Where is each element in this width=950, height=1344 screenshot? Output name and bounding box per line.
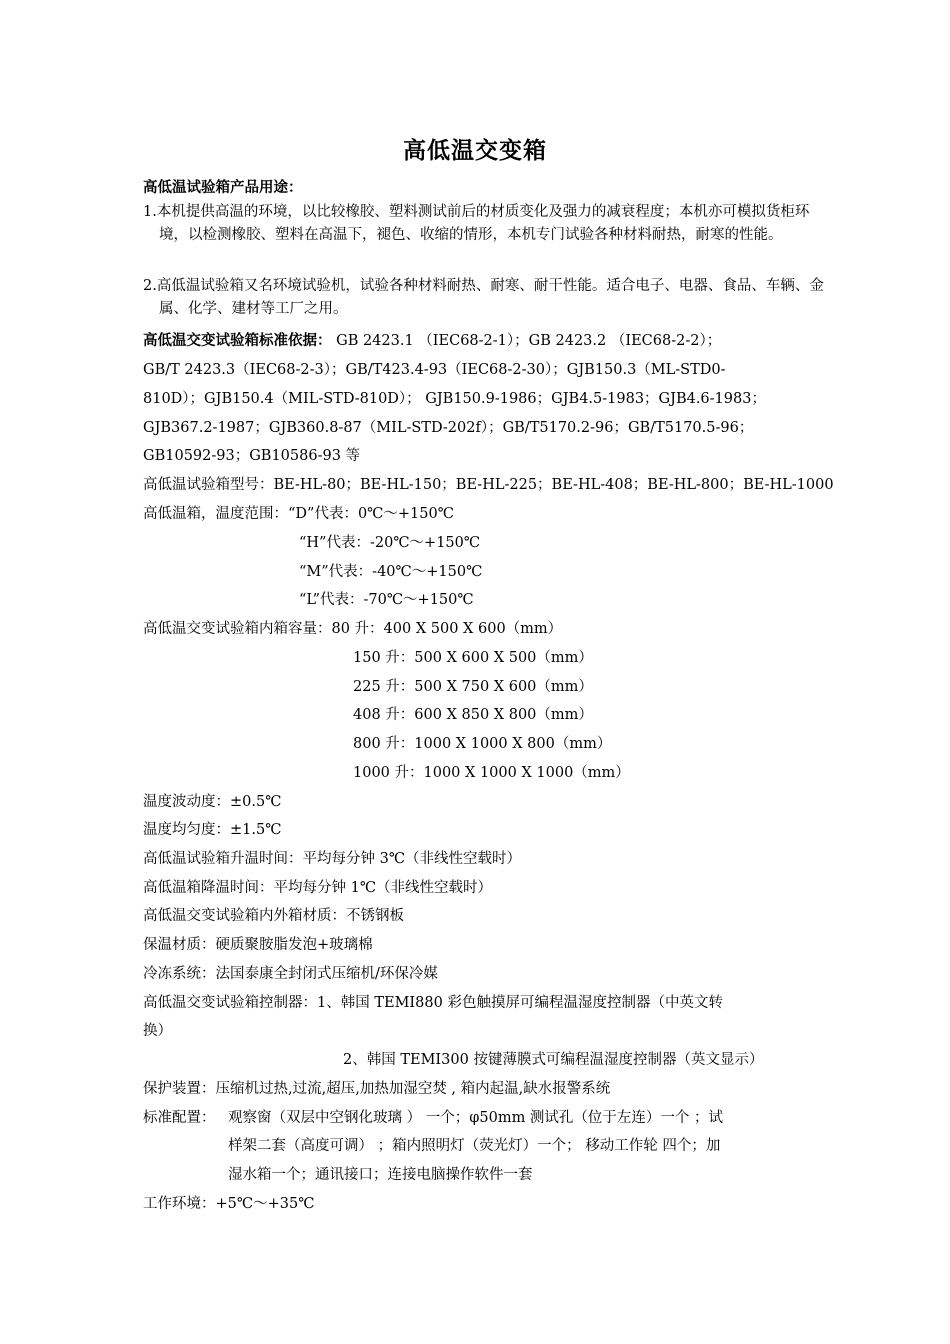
capacity-408: 408 升：600 X 850 X 800（mm） — [353, 707, 593, 723]
usage-item-1: 1.本机提供高温的环境，以比较橡胶、塑料测试前后的材质变化及强力的减衰程度；本机亦可模拟货柜环境，以检测橡胶、塑料在高温下，褪色、收缩的情形，本机专门试验各种材料耐热，耐寒的性能。 — [143, 204, 810, 243]
config-line-3: 湿水箱一个；通讯接口；连接电脑操作软件一套 — [228, 1167, 533, 1183]
capacity-label: 高低温交变试验箱内箱容量： — [143, 621, 332, 637]
temp-range-d: “D”代表：0℃～+150℃ — [288, 506, 454, 522]
spec-cooling: 高低温箱降温时间：平均每分钟 1℃（非线性空载时） — [143, 880, 493, 896]
standards-line-3: 810D）；GJB150.4（MIL-STD-810D）； GJB150.9-1986；GJB4.5-1983；GJB4.6-1983； — [143, 391, 766, 407]
spec-controller-1: 高低温交变试验箱控制器：1、韩国 TEMI880 彩色触摸屏可编程温湿度控制器（中英文转 — [143, 995, 723, 1011]
standards-line-4: GJB367.2-1987；GJB360.8-87（MIL-STD-202f）；GB/T5170.2-96；GB/T5170.5-96； — [143, 420, 754, 436]
spec-heating: 高低温试验箱升温时间：平均每分钟 3℃（非线性空载时） — [143, 851, 522, 867]
temp-range-label: 高低温箱，温度范围： — [143, 506, 288, 522]
capacity-150: 150 升：500 X 600 X 500（mm） — [353, 650, 593, 666]
spec-controller-1-cont: 换） — [143, 1023, 172, 1039]
spec-controller-2: 2、韩国 TEMI300 按键薄膜式可编程温湿度控制器（英文显示） — [343, 1052, 764, 1068]
models-line: 高低温试验箱型号：BE-HL-80；BE-HL-150；BE-HL-225；BE-HL-408；BE-HL-800；BE-HL-1000 — [143, 477, 834, 493]
capacity-800: 800 升：1000 X 1000 X 800（mm） — [353, 736, 612, 752]
spec-environment: 工作环境：+5℃～+35℃ — [143, 1196, 315, 1212]
capacity-line-80 — [143, 619, 562, 639]
config-line-2: 样架二套（高度可调） ；箱内照明灯（荧光灯）一个； 移动工作轮 四个；加 — [228, 1138, 721, 1154]
temp-range-l: “L”代表：-70℃～+150℃ — [299, 592, 474, 608]
standards-line-5: GB10592-93；GB10586-93 等 — [143, 448, 361, 464]
spec-insulation: 保温材质：硬质聚胺脂发泡+玻璃棉 — [143, 937, 373, 953]
usage-heading: 高低温试验箱产品用途： — [143, 180, 303, 196]
temp-range-m: “M”代表：-40℃～+150℃ — [299, 564, 483, 580]
capacity-1000: 1000 升：1000 X 1000 X 1000（mm） — [353, 765, 630, 781]
spec-material: 高低温交变试验箱内外箱材质：不锈钢板 — [143, 908, 404, 924]
temp-range-h: “H”代表：-20℃～+150℃ — [299, 535, 481, 551]
temp-range-line-d — [143, 504, 454, 524]
page-title: 高低温交变箱 — [403, 138, 547, 164]
config-label: 标准配置： — [143, 1110, 216, 1126]
standards-line-2: GB/T 2423.3（IEC68-2-3）；GB/T423.4-93（IEC68-2-30）；GJB150.3（ML-STD0- — [143, 362, 726, 378]
spec-fluctuation: 温度波动度：±0.5℃ — [143, 794, 282, 810]
spec-protection: 保护装置：压缩机过热,过流,超压,加热加湿空焚 , 箱内起温,缺水报警系统 — [143, 1081, 611, 1097]
spec-refrigeration: 冷冻系统：法国泰康全封闭式压缩机/环保冷媒 — [143, 966, 438, 982]
spec-uniformity: 温度均匀度：±1.5℃ — [143, 822, 282, 838]
config-line-1: 观察窗（双层中空钢化玻璃 ） 一个；φ50mm 测试孔（位于左连）一个 ；试 — [228, 1110, 724, 1126]
standards-line-1 — [143, 331, 721, 351]
capacity-225: 225 升：500 X 750 X 600（mm） — [353, 679, 593, 695]
standards-label: 高低温交变试验箱标准依据： — [143, 333, 332, 349]
standards-text-1: GB 2423.1 （IEC68-2-1）；GB 2423.2 （IEC68-2-2）； — [331, 333, 722, 349]
usage-item-2: 2.高低温试验箱又名环境试验机，试验各种材料耐热、耐寒、耐干性能。适合电子、电器、食品、车辆、金属、化学、建材等工厂之用。 — [143, 278, 824, 317]
capacity-80: 80 升：400 X 500 X 600（mm） — [331, 621, 563, 637]
